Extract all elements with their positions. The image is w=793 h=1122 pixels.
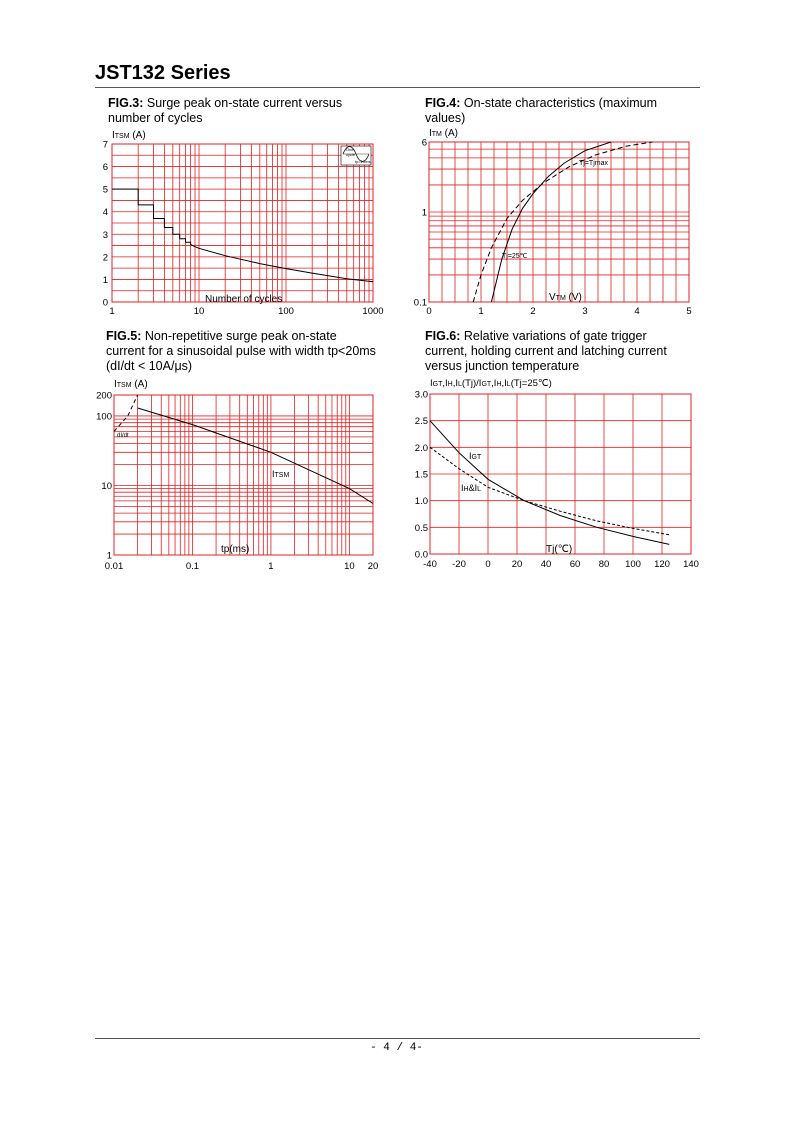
fig6-xtick-label: 20 bbox=[511, 559, 523, 570]
fig6-xtick-label: -40 bbox=[423, 559, 437, 570]
fig5-xtick-label: 1 bbox=[268, 561, 274, 572]
fig4-ytick-label: 0.1 bbox=[413, 297, 427, 309]
fig5-caption-line3: (dI/dt < 10A/μs) bbox=[106, 359, 193, 373]
fig4-ylabel: ITM (A) bbox=[429, 128, 458, 139]
fig4-caption-text: On-state characteristics (maximum bbox=[460, 96, 657, 110]
fig6-series-igt-line bbox=[430, 421, 669, 545]
page-number: - 4 / 4- bbox=[370, 1042, 423, 1054]
fig6-xtick-label: 60 bbox=[569, 559, 581, 570]
fig5-ylabel: ITSM (A) bbox=[114, 379, 148, 390]
fig4-xtick-label: 2 bbox=[530, 306, 536, 317]
footer-rule bbox=[95, 1038, 700, 1039]
fig5-caption-line2: current for a sinusoidal pulse with width tp<20ms bbox=[106, 344, 376, 358]
fig3-xtick-label: 10 bbox=[193, 306, 205, 317]
fig6-caption-label: FIG.6: bbox=[425, 329, 461, 343]
fig5-label-didt: dI/dt bbox=[117, 433, 129, 439]
fig6-tick-labels bbox=[415, 390, 699, 571]
fig3-ytick-label: 5 bbox=[102, 184, 108, 196]
page-title: JST132 Series bbox=[95, 62, 231, 84]
fig6-xtick-label: 140 bbox=[683, 559, 699, 570]
fig6-ytick-label: 1.5 bbox=[414, 469, 428, 481]
fig3-ytick-label: 3 bbox=[102, 229, 108, 241]
fig6-xtick-label: -20 bbox=[452, 559, 466, 570]
fig4-caption-label: FIG.4: bbox=[425, 96, 461, 110]
fig6-caption-line2: current, holding current and latching current bbox=[425, 344, 667, 358]
fig6-label-igt: IGT bbox=[469, 451, 482, 461]
fig6-xtick-label: 100 bbox=[625, 559, 641, 570]
fig6-xtick-label: 80 bbox=[598, 559, 610, 570]
fig6-xtick-label: 0 bbox=[485, 559, 491, 570]
fig3-caption-line2: number of cycles bbox=[108, 111, 203, 125]
fig6-xtick-label: 120 bbox=[654, 559, 670, 570]
fig6-ytick-label: 0.0 bbox=[414, 549, 428, 561]
fig5-xlabel: tp(ms) bbox=[221, 544, 250, 555]
fig6-ylabel: IGT,IH,IL(Tj)/IGT,IH,IL(Tj=25℃) bbox=[430, 378, 552, 389]
fig6-ytick-label: 2.5 bbox=[414, 416, 428, 428]
fig4-xtick-label: 5 bbox=[686, 306, 692, 317]
fig3-inset-label-one: One bbox=[346, 147, 354, 152]
fig5-xtick-label: 10 bbox=[344, 561, 355, 572]
fig3-xtick-label: 1000 bbox=[362, 306, 384, 317]
fig5-series-didt-line bbox=[114, 395, 138, 431]
fig6-xlabel: Tj(℃) bbox=[546, 544, 573, 555]
fig5-caption-text: Non-repetitive surge peak on-state bbox=[141, 329, 337, 343]
fig6-caption-text: Relative variations of gate trigger bbox=[460, 329, 647, 343]
fig6-ytick-label: 0.5 bbox=[414, 522, 428, 534]
fig6-caption-line3: versus junction temperature bbox=[425, 359, 580, 373]
fig5-label-itsm: ITSM bbox=[272, 469, 290, 479]
fig6-label-ihil: IH&IL bbox=[461, 483, 481, 493]
fig6-xtick-label: 40 bbox=[540, 559, 552, 570]
fig4-ytick-label: 1 bbox=[421, 207, 427, 219]
fig3-inset-waveform-icon bbox=[341, 146, 371, 165]
fig5-ytick-label: 200 bbox=[96, 390, 112, 402]
fig3-ytick-label: 4 bbox=[102, 207, 108, 219]
fig4-label-tj25: Tj=25℃ bbox=[502, 253, 528, 260]
fig3-ytick-label: 0 bbox=[102, 297, 108, 309]
fig3-xtick-label: 1 bbox=[109, 306, 115, 317]
fig5-grid bbox=[114, 395, 373, 555]
fig4-ytick-label: 6 bbox=[421, 137, 427, 149]
fig3-ytick-label: 7 bbox=[102, 139, 108, 151]
fig5-ytick-label: 100 bbox=[96, 411, 112, 423]
fig4-series-tjmax-line bbox=[473, 142, 652, 302]
fig5-xtick-label: 0.01 bbox=[104, 561, 124, 572]
fig3-inset-label-cycle: cycle bbox=[346, 152, 356, 157]
fig6-ytick-label: 1.0 bbox=[414, 496, 428, 508]
fig3-ytick-label: 1 bbox=[102, 274, 108, 286]
fig5-xtick-label: 20 bbox=[367, 561, 379, 572]
fig3-xtick-label: 100 bbox=[278, 306, 294, 317]
fig3-ylabel: ITSM (A) bbox=[112, 130, 146, 141]
fig3-caption-label: FIG.3: bbox=[108, 96, 144, 110]
fig4-xtick-label: 4 bbox=[634, 306, 640, 317]
fig3-inset-label-tp: tp=10ms bbox=[355, 159, 371, 164]
fig4-label-tjmax: Tj=Tjmax bbox=[579, 160, 608, 167]
fig4-xtick-label: 0 bbox=[426, 306, 432, 317]
fig6-chart bbox=[415, 378, 699, 570]
fig3-ytick-label: 6 bbox=[102, 162, 108, 174]
fig3-ytick-label: 2 bbox=[102, 252, 108, 264]
fig5-ytick-label: 10 bbox=[101, 480, 112, 492]
fig3-chart bbox=[103, 130, 384, 317]
fig5-chart bbox=[96, 379, 378, 572]
fig4-caption-line2: values) bbox=[425, 111, 466, 125]
fig3-caption-text: Surge peak on-state current versus bbox=[143, 96, 343, 110]
fig4-xtick-label: 3 bbox=[582, 306, 588, 317]
fig5-caption-label: FIG.5: bbox=[106, 329, 142, 343]
fig5-xtick-label: 0.1 bbox=[185, 561, 200, 572]
fig3-grid bbox=[112, 144, 373, 302]
fig4-grid bbox=[429, 142, 689, 302]
fig4-chart bbox=[414, 128, 692, 317]
fig6-ytick-label: 2.0 bbox=[414, 442, 428, 454]
fig6-grid bbox=[430, 394, 691, 554]
fig5-ytick-label: 1 bbox=[106, 550, 112, 562]
fig4-xlabel: VTM (V) bbox=[549, 292, 582, 303]
fig6-ytick-label: 3.0 bbox=[414, 389, 428, 401]
fig3-xlabel: Number of cycles bbox=[205, 294, 283, 305]
fig4-xtick-label: 1 bbox=[478, 306, 484, 317]
